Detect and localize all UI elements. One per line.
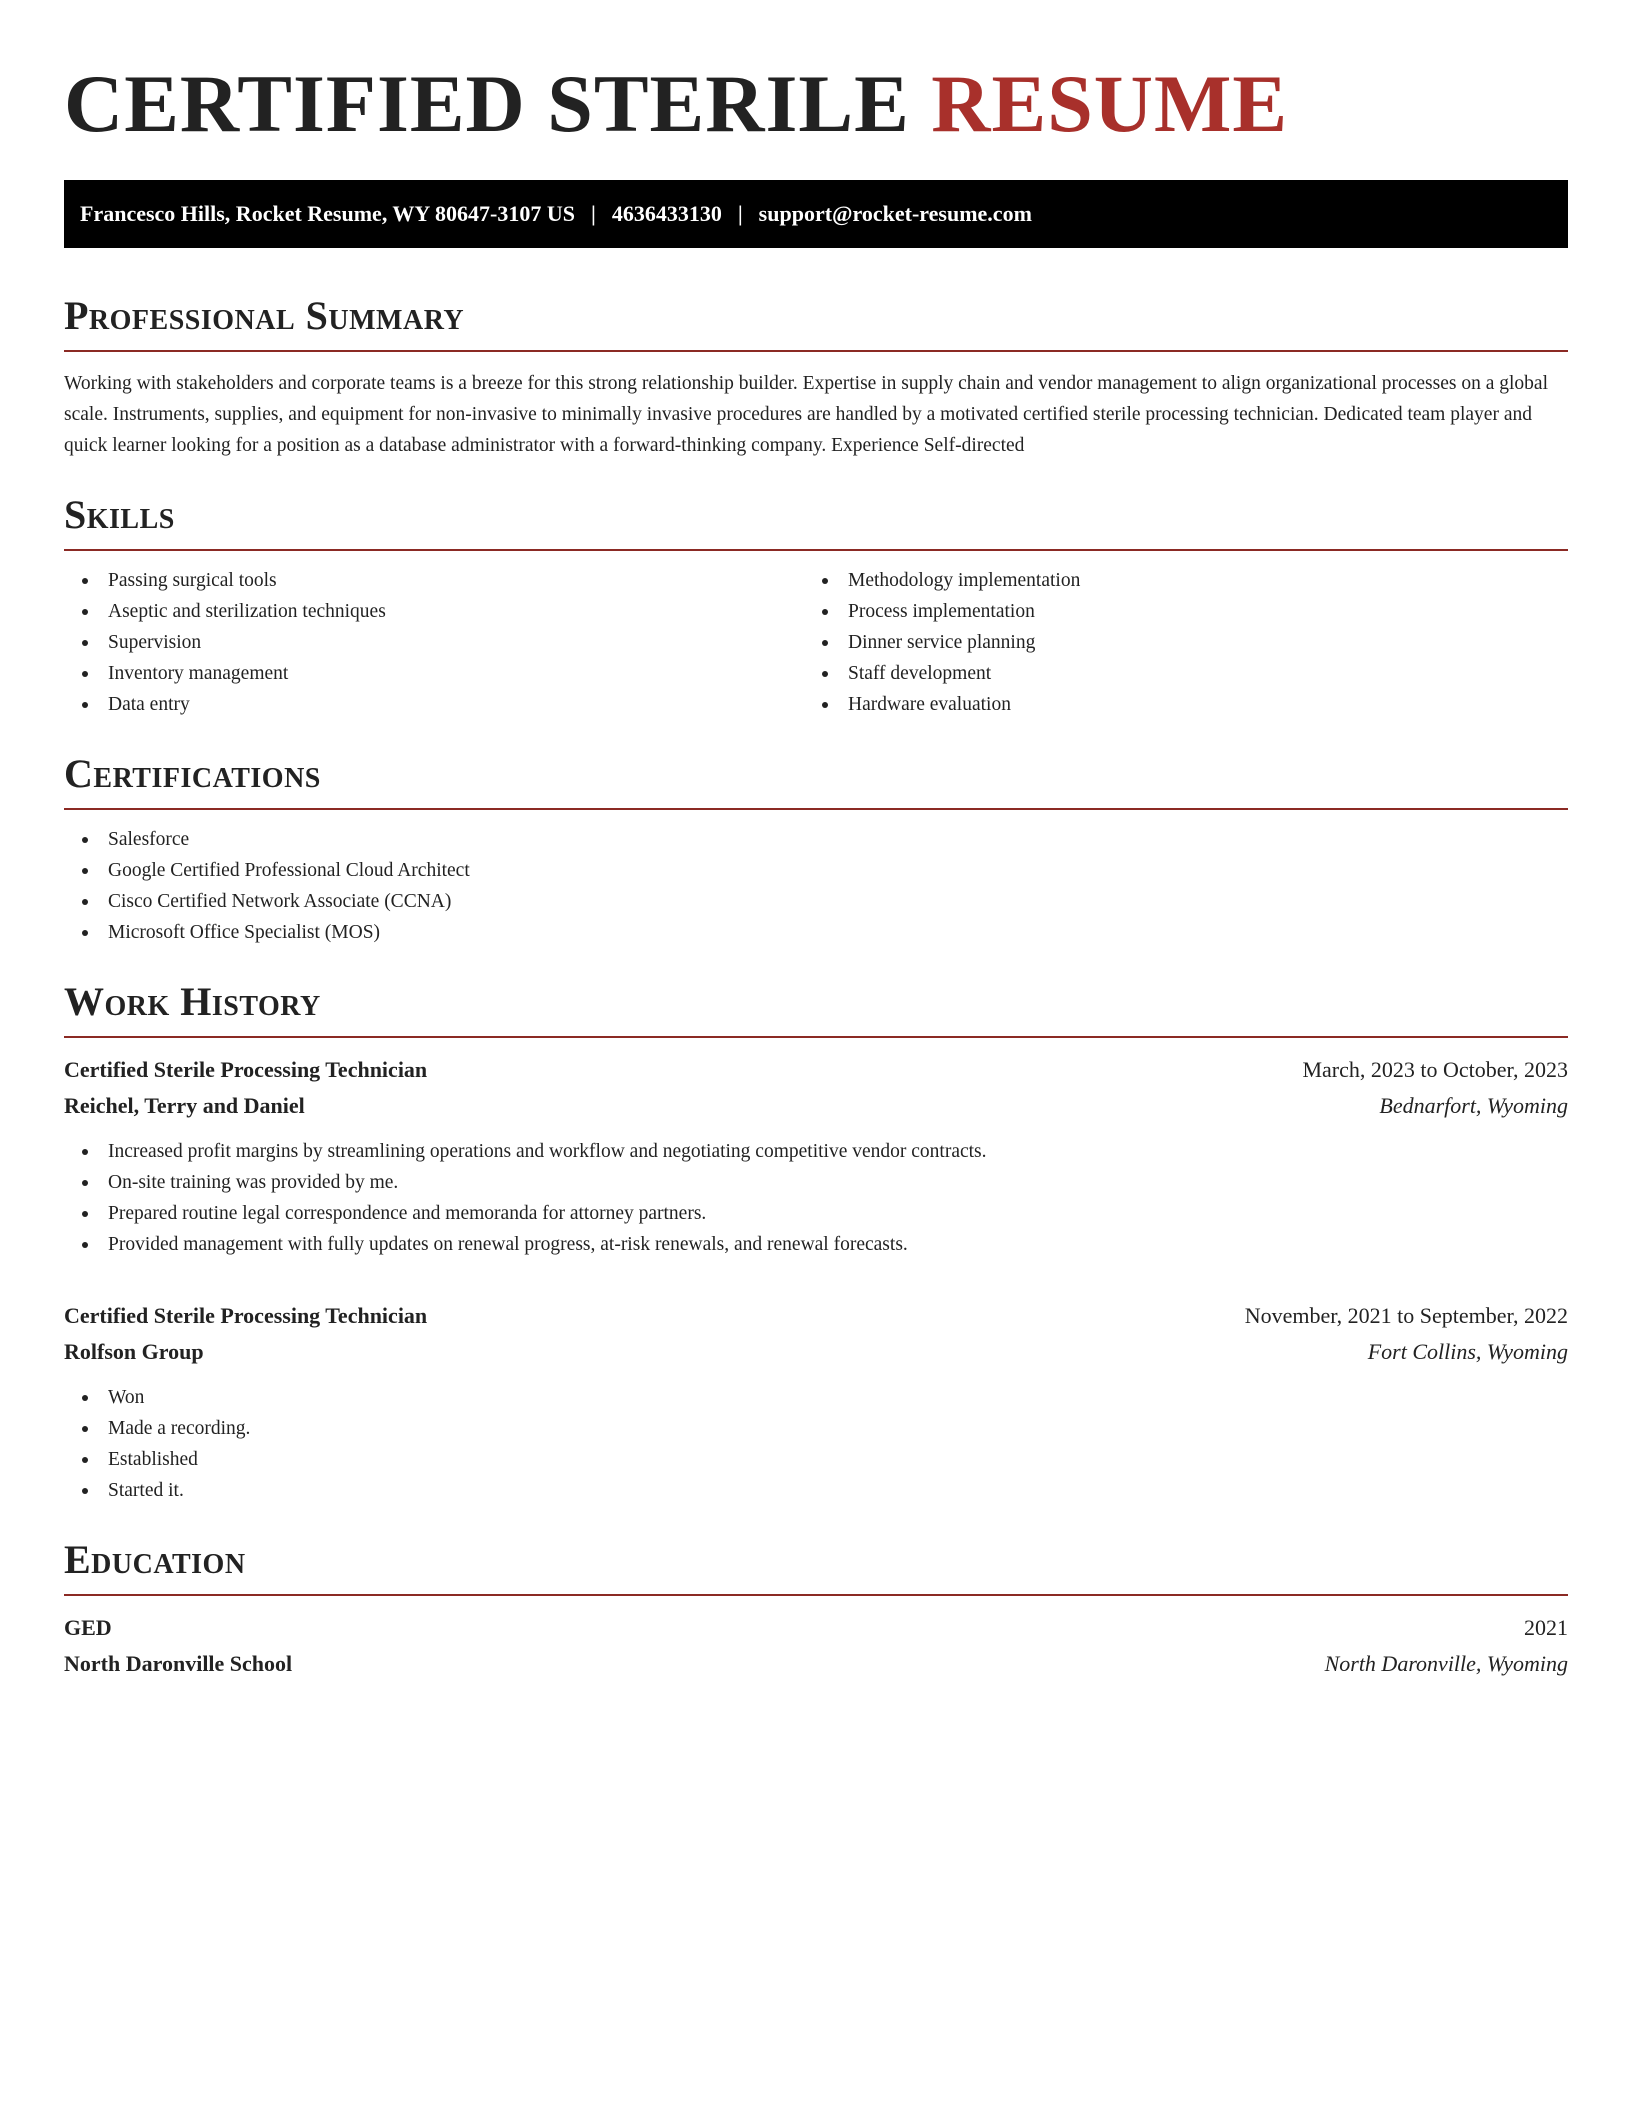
job-location: Fort Collins, Wyoming bbox=[1367, 1339, 1568, 1364]
summary-heading: Professional Summary bbox=[64, 293, 465, 338]
job-title: Certified Sterile Processing Technician bbox=[64, 1057, 428, 1082]
education-degree: GED bbox=[64, 1615, 112, 1640]
job-dates: November, 2021 to September, 2022 bbox=[1244, 1303, 1568, 1328]
skill-item: Dinner service planning bbox=[804, 627, 1544, 658]
skill-item: Supervision bbox=[64, 627, 804, 658]
skills-section bbox=[64, 491, 1568, 720]
skill-item: Passing surgical tools bbox=[64, 565, 804, 596]
skill-item: Staff development bbox=[804, 658, 1544, 689]
education-location: North Daronville, Wyoming bbox=[1324, 1651, 1568, 1676]
title-main: CERTIFIED STERILE bbox=[64, 58, 910, 149]
job-company-row bbox=[64, 1334, 1568, 1370]
certifications-list bbox=[64, 824, 1568, 948]
job-bullet: Prepared routine legal correspondence and memoranda for attorney partners. bbox=[64, 1198, 1568, 1229]
education-school: North Daronville School bbox=[64, 1651, 293, 1676]
section-divider bbox=[64, 1594, 1568, 1596]
certification-item: Salesforce bbox=[64, 824, 1568, 855]
job-header-row bbox=[64, 1298, 1568, 1334]
job-bullet: Made a recording. bbox=[64, 1413, 1568, 1444]
education-school-row bbox=[64, 1646, 1568, 1682]
title-accent: RESUME bbox=[931, 58, 1289, 149]
skills-grid bbox=[64, 565, 1568, 720]
job-entry bbox=[64, 1298, 1568, 1506]
work-history-heading: Work History bbox=[64, 979, 321, 1024]
skill-item: Inventory management bbox=[64, 658, 804, 689]
job-company-row bbox=[64, 1088, 1568, 1124]
section-divider bbox=[64, 350, 1568, 352]
job-company: Reichel, Terry and Daniel bbox=[64, 1093, 305, 1118]
job-location: Bednarfort, Wyoming bbox=[1379, 1093, 1568, 1118]
certification-item: Microsoft Office Specialist (MOS) bbox=[64, 917, 1568, 948]
job-header-row bbox=[64, 1052, 1568, 1088]
section-divider bbox=[64, 1036, 1568, 1038]
skills-list-right bbox=[804, 565, 1544, 720]
certifications-section bbox=[64, 750, 1568, 948]
contact-separator: | bbox=[590, 201, 596, 226]
job-bullet: Increased profit margins by streamlining operations and workflow and negotiating competitive vendor contracts. bbox=[64, 1136, 1568, 1167]
work-history-section bbox=[64, 978, 1568, 1506]
certification-item: Google Certified Professional Cloud Architect bbox=[64, 855, 1568, 886]
job-bullets bbox=[64, 1382, 1568, 1506]
resume-title bbox=[64, 54, 1568, 154]
skills-heading: Skills bbox=[64, 492, 175, 537]
education-entry bbox=[64, 1610, 1568, 1682]
job-entry bbox=[64, 1052, 1568, 1260]
job-bullet: Established bbox=[64, 1444, 1568, 1475]
skill-item: Process implementation bbox=[804, 596, 1544, 627]
skill-item: Aseptic and sterilization techniques bbox=[64, 596, 804, 627]
certifications-heading: Certifications bbox=[64, 751, 321, 796]
section-divider bbox=[64, 808, 1568, 810]
skill-item: Data entry bbox=[64, 689, 804, 720]
job-dates: March, 2023 to October, 2023 bbox=[1302, 1057, 1568, 1082]
contact-separator: | bbox=[737, 201, 743, 226]
skill-item: Hardware evaluation bbox=[804, 689, 1544, 720]
job-bullet: Provided management with fully updates on renewal progress, at-risk renewals, and renewal forecasts. bbox=[64, 1229, 1568, 1260]
skills-list-left bbox=[64, 565, 804, 720]
skill-item: Methodology implementation bbox=[804, 565, 1544, 596]
job-bullet: On-site training was provided by me. bbox=[64, 1167, 1568, 1198]
job-bullet: Won bbox=[64, 1382, 1568, 1413]
summary-text: Working with stakeholders and corporate teams is a breeze for this strong relationship builder. Expertise in supply chain and vendor management to align organizational processes on a global scale. Instruments, supplies, and equipment for non-invasive to minimally invasive procedures are handled by a motivated certified sterile processing technician. Dedicated team player and quick learner looking for a position as a database administrator with a forward-thinking company. Experience Self-directed bbox=[64, 373, 1548, 456]
education-section bbox=[64, 1536, 1568, 1682]
summary-section bbox=[64, 292, 1568, 461]
job-company: Rolfson Group bbox=[64, 1339, 204, 1364]
job-bullet: Started it. bbox=[64, 1475, 1568, 1506]
job-title: Certified Sterile Processing Technician bbox=[64, 1303, 428, 1328]
education-heading: Education bbox=[64, 1537, 246, 1582]
section-divider bbox=[64, 549, 1568, 551]
certification-item: Cisco Certified Network Associate (CCNA) bbox=[64, 886, 1568, 917]
education-header-row bbox=[64, 1610, 1568, 1646]
education-year: 2021 bbox=[1524, 1615, 1568, 1640]
contact-email[interactable]: support@rocket-resume.com bbox=[758, 201, 1032, 226]
contact-address: Francesco Hills, Rocket Resume, WY 80647-3107 US bbox=[80, 201, 575, 226]
job-bullets bbox=[64, 1136, 1568, 1260]
contact-bar bbox=[64, 180, 1568, 248]
contact-phone: 4636433130 bbox=[611, 201, 722, 226]
